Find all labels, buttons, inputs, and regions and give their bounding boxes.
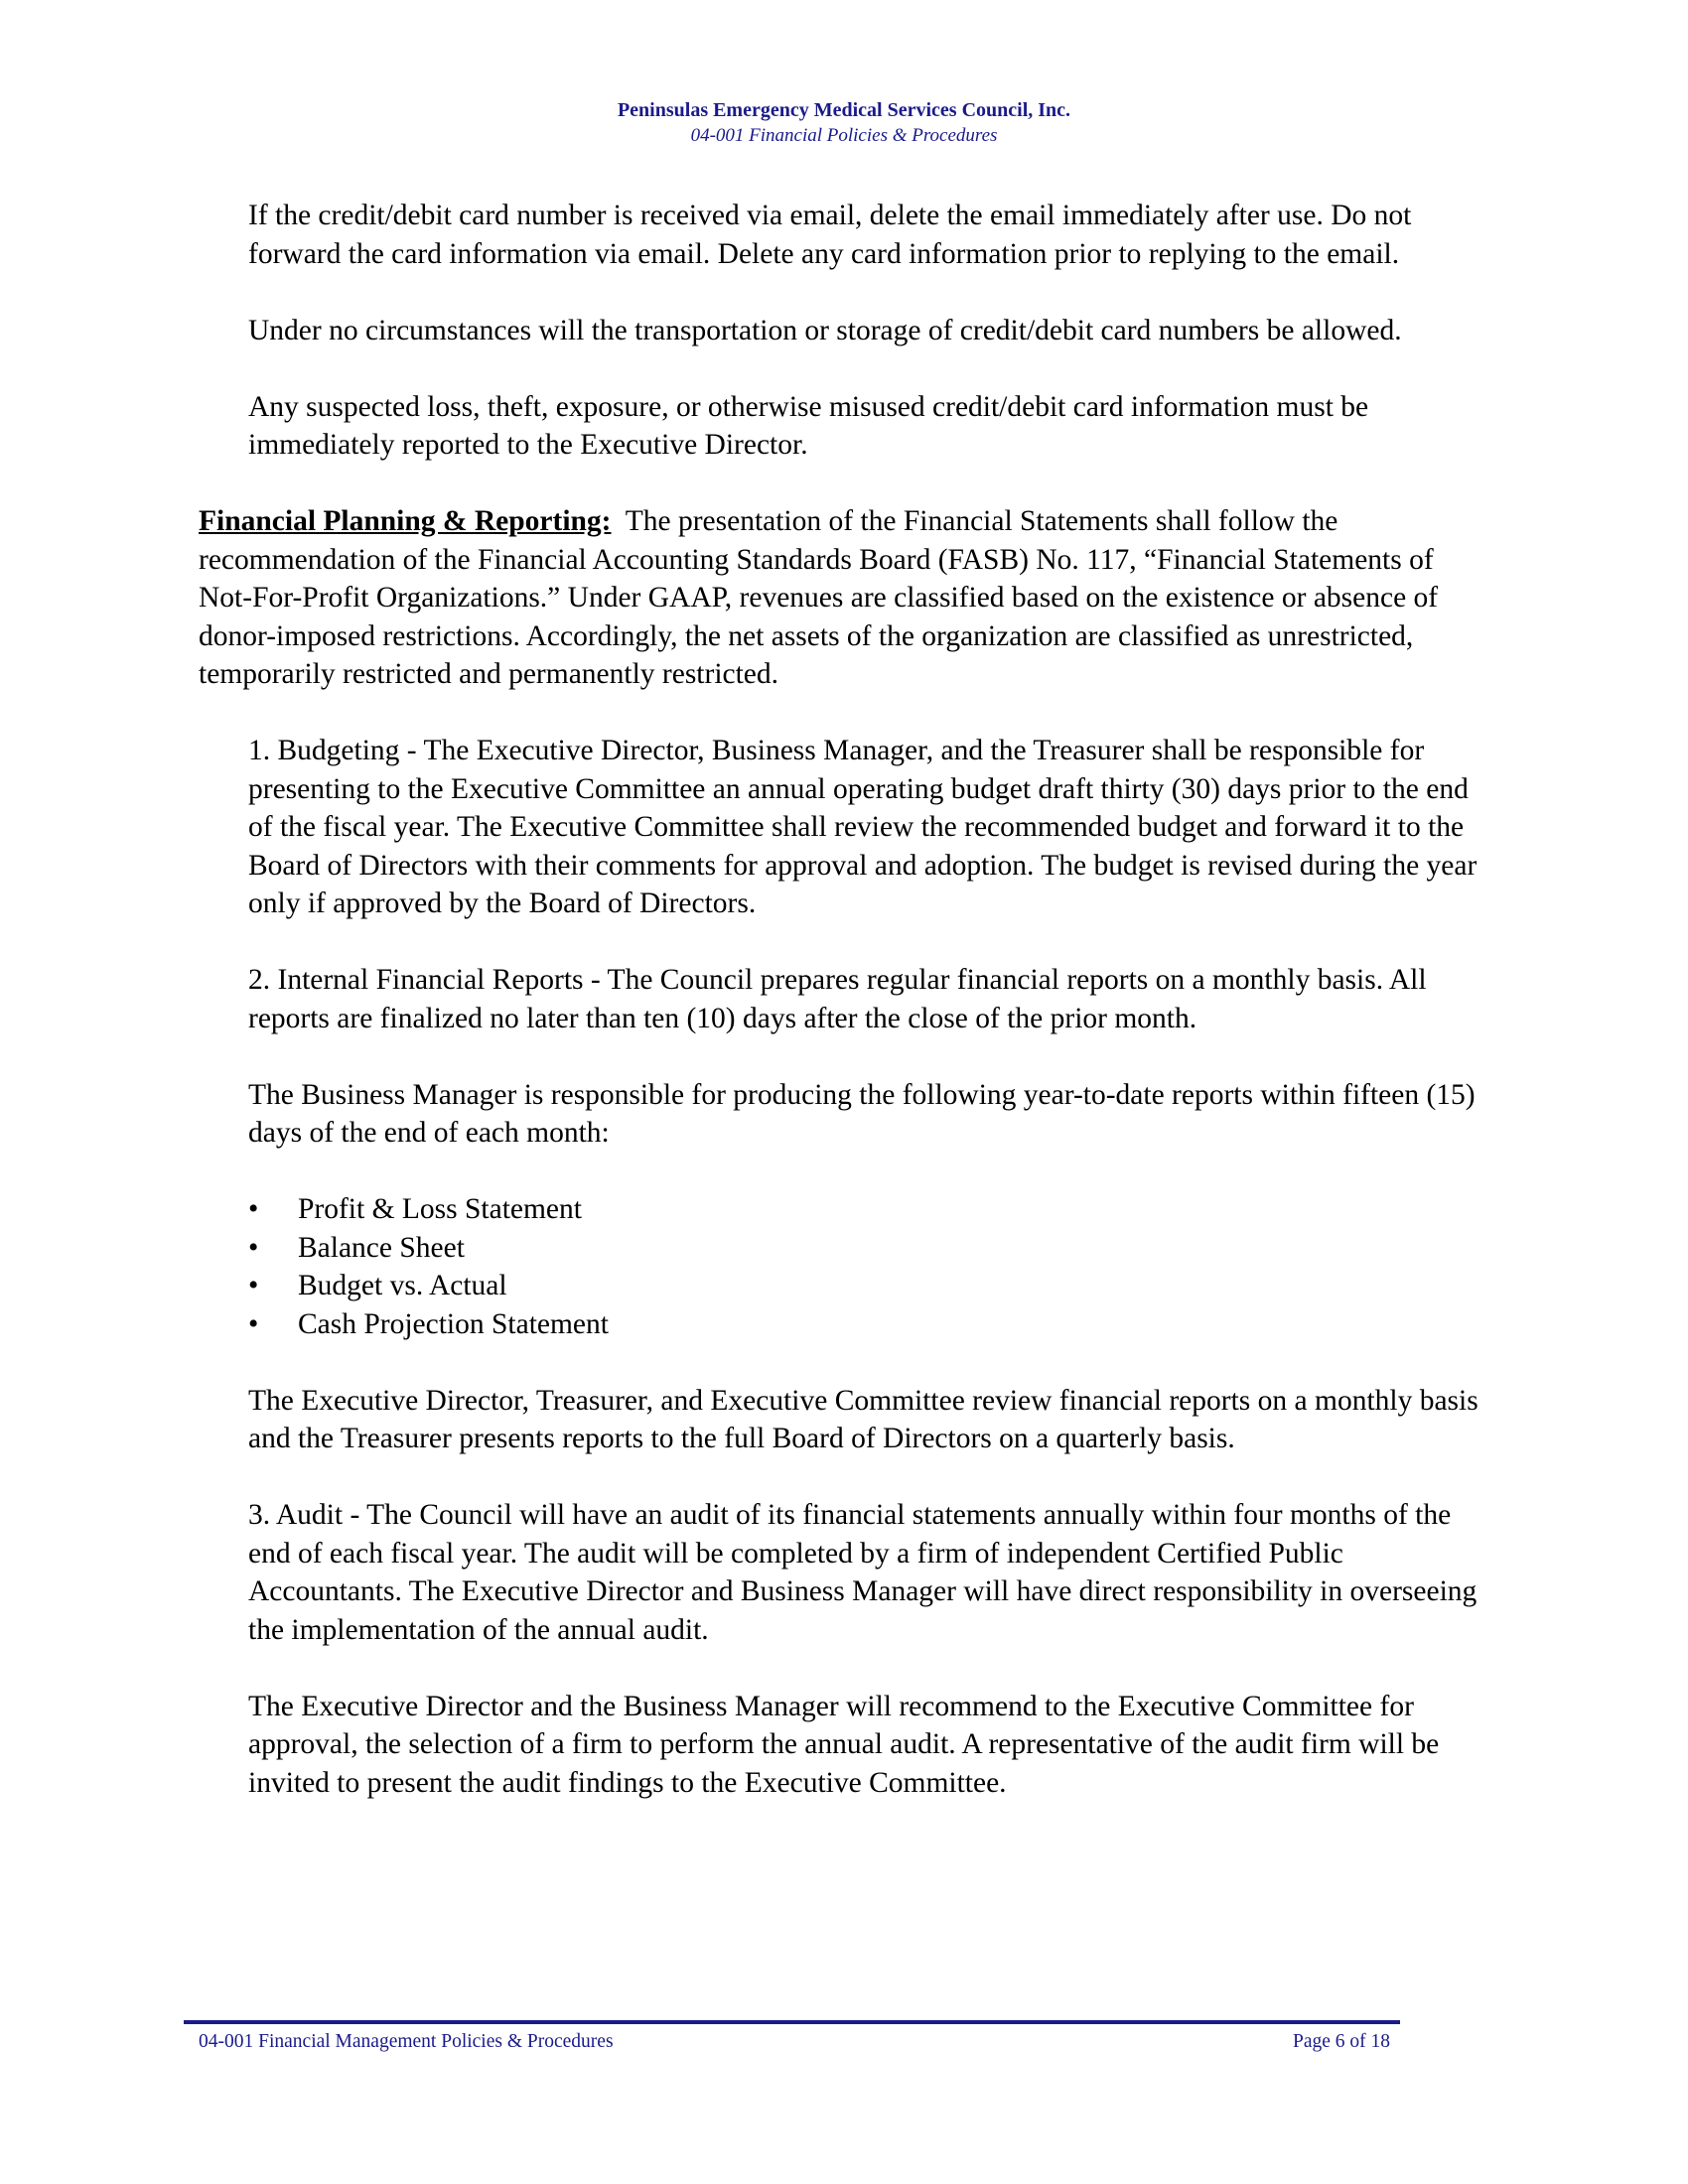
audit-selection-paragraph: The Executive Director and the Business Manager will recommend to the Executive Committee for approval, the selection of a firm to perform the annual audit. A representative of the audit firm will be invited to present the audit findings to the Executive Committee. [248,1690,1440,1799]
card-paragraph-storage: Under no circumstances will the transportation or storage of credit/debit card numbers be allowed. [248,314,1402,346]
header-organization: Peninsulas Emergency Medical Services Council, Inc. [617,99,1071,121]
business-manager-reports-paragraph: The Business Manager is responsible for producing the following year-to-date reports within fifteen (15) days of the end of each month: [248,1078,1476,1149]
list-item-text: Profit & Loss Statement [298,1193,582,1225]
card-paragraph-email: If the credit/debit card number is received via email, delete the email immediately after use. Do not forward the card information via email. Delete any card information prior to replying to the email. [248,200,1412,270]
list-item [248,1267,1489,1305]
bullet-icon: • [248,1270,259,1301]
list-item-text: Cash Projection Statement [298,1307,609,1340]
card-paragraph-report-loss: Any suspected loss, theft, exposure, or otherwise misused credit/debit card information must be immediately reported to the Executive Director. [248,390,1369,461]
footer-divider [184,2020,1400,2024]
footer-page-number: Page 6 of 18 [1292,2031,1390,2052]
audit-paragraph: 3. Audit - The Council will have an audit of its financial statements annually within four months of the end of each fiscal year. The audit will be completed by a firm of independent Certified Public Accountants. The Executive Director and Business Manager will have direct responsibility in overseeing the implementation of the annual audit. [248,1499,1477,1646]
budgeting-paragraph: 1. Budgeting - The Executive Director, Business Manager, and the Treasurer shall be responsible for presenting to the Executive Committee an annual operating budget draft thirty (30) days prior to the end of the fiscal year. The Executive Committee shall review the recommended budget and forward it to the Board of Directors with their comments for approval and adoption. The budget is revised during the year only if approved by the Board of Directors. [248,735,1477,919]
page-body [199,197,1489,1841]
internal-reports-paragraph: 2. Internal Financial Reports - The Council prepares regular financial reports on a monthly basis. All reports are finalized no later than ten (10) days after the close of the prior month. [248,964,1427,1034]
bullet-icon: • [248,1231,259,1264]
list-item [248,1229,1489,1268]
list-item [248,1305,1489,1344]
list-item-text: Budget vs. Actual [298,1270,507,1301]
page-header [0,97,1688,149]
list-item [248,1190,1489,1229]
bullet-icon: • [248,1307,259,1340]
footer-document-title: 04-001 Financial Management Policies & Procedures [199,2031,614,2052]
bullet-icon: • [248,1193,259,1225]
financial-planning-paragraph [199,502,1489,694]
header-document-title: 04-001 Financial Policies & Procedures [690,125,998,146]
section-title-financial-planning: Financial Planning & Reporting: [199,505,612,537]
review-paragraph: The Executive Director, Treasurer, and Executive Committee review financial reports on a monthly basis and the Treasurer presents reports to the full Board of Directors on a quarterly basis. [248,1384,1478,1454]
list-item-text: Balance Sheet [298,1231,465,1264]
report-list [248,1190,1489,1343]
financial-planning-intro: The presentation of the Financial Statements shall follow the recommendation of the Financial Accounting Standards Board (FASB) No. 117, “Financial Statements of Not-For-Profit Organizations.” Under GAAP, revenues are classified based on the existence or absence of donor-imposed restrictions. Accordingly, the net assets of the organization are classified as unrestricted, temporarily restricted and permanently restricted. [199,505,1439,690]
